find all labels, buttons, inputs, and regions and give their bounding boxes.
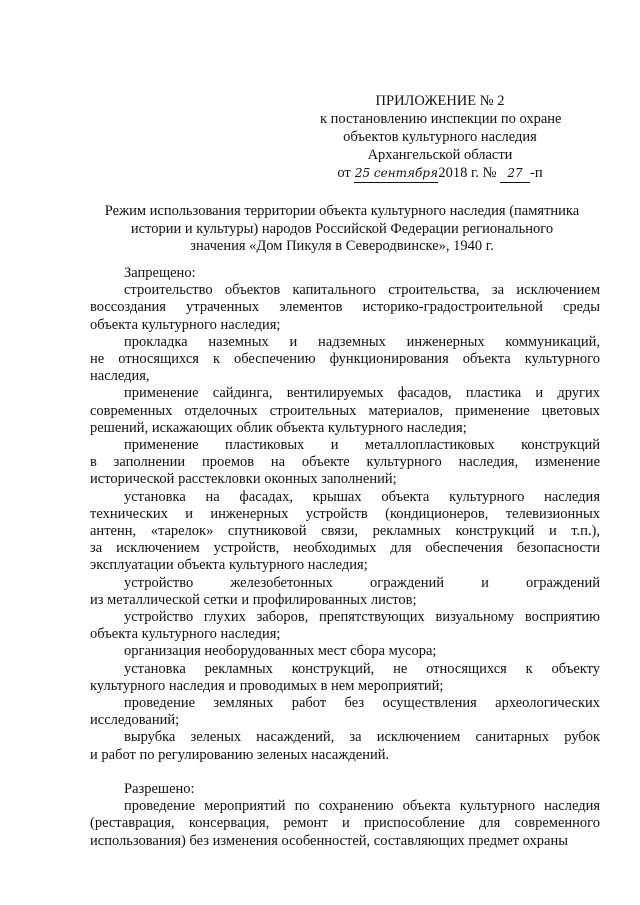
title-line: истории и культуры) народов Российской Федерации регионального [130, 220, 554, 237]
item-line: исторической расстекловки оконных заполнений; [90, 471, 397, 488]
item-line: воссоздания утраченных элементов историко-градостроительной среды [90, 299, 600, 316]
item-line: эксплуатации объекта культурного наследия; [90, 557, 368, 574]
item-line: культурного наследия и проводимых в нем мероприятий; [90, 677, 444, 694]
item-line: и работ по регулированию зеленых насаждений. [90, 746, 390, 763]
item-line: антенн, «тарелок» спутниковой связи, рекламных конструкций и т.п.), [90, 523, 600, 540]
document-title [84, 203, 600, 256]
document-body [90, 265, 600, 850]
forbidden-item [90, 695, 600, 729]
title-line: Режим использования территории объекта культурного наследия (памятника [104, 203, 580, 219]
forbidden-item [90, 385, 600, 437]
item-line: установка на фасадах, крышах объекта культурного наследия [124, 488, 600, 505]
item-line: в заполнении проемов на объекте культурного наследия, изменение [90, 454, 600, 471]
allowed-item [90, 798, 600, 850]
allowed-list [90, 798, 600, 850]
item-line: исследований; [90, 712, 180, 729]
handwritten-number: 27 [500, 164, 530, 183]
forbidden-item [90, 575, 600, 609]
item-line: проведение мероприятий по сохранению объекта культурного наследия [124, 798, 600, 815]
item-line: устройство железобетонных ограждений и ограждений [124, 574, 600, 591]
forbidden-list [90, 282, 600, 764]
date-prefix: от [337, 165, 351, 181]
appendix-date-line [320, 164, 560, 183]
handwritten-date: 25 сентября [354, 164, 438, 183]
item-line: применение пластиковых и металлопластиковых конструкций [124, 437, 600, 454]
forbidden-item [90, 489, 600, 575]
forbidden-item [90, 729, 600, 763]
number-suffix: -п [530, 165, 543, 181]
appendix-ref-line: к постановлению инспекции по охране [320, 111, 562, 127]
forbidden-item [90, 282, 600, 334]
forbidden-item [90, 643, 600, 660]
forbidden-item [90, 609, 600, 643]
item-line: вырубка зеленых насаждений, за исключением санитарных рубок [124, 729, 600, 746]
title-line: значения «Дом Пикуля в Северодвинске», 1940 г. [190, 238, 494, 254]
item-line: решений, искажающих облик объекта культурного наследия; [90, 419, 467, 436]
item-line: устройство глухих заборов, препятствующих визуальному восприятию [124, 609, 600, 626]
item-line: организация необорудованных мест сбора мусора; [124, 643, 437, 660]
appendix-number: ПРИЛОЖЕНИЕ № 2 [375, 93, 505, 109]
item-line: объекта культурного наследия; [90, 316, 281, 333]
forbidden-item [90, 437, 600, 489]
item-line: технических и инженерных устройств (кондиционеров, телевизионных [90, 505, 600, 522]
item-line: проведение земляных работ без осуществления археологических [124, 695, 600, 712]
item-line: прокладка наземных и надземных инженерных коммуникаций, [124, 333, 600, 350]
appendix-header [320, 92, 560, 183]
item-line: современных отделочных строительных материалов, применение цветовых [90, 402, 600, 419]
forbidden-item [90, 661, 600, 695]
forbidden-heading: Запрещено: [124, 265, 196, 281]
appendix-ref-line: Архангельской области [367, 147, 513, 163]
forbidden-item [90, 334, 600, 386]
item-line: строительство объектов капитального строительства, за исключением [124, 282, 600, 299]
appendix-ref-line: объектов культурного наследия [343, 129, 537, 145]
item-line: применение сайдинга, вентилируемых фасадов, пластика и других [124, 385, 600, 402]
item-line: (реставрация, консервация, ремонт и приспособление для современного [90, 815, 600, 832]
item-line: объекта культурного наследия; [90, 626, 281, 643]
date-year: 2018 г. № [438, 165, 497, 181]
item-line: установка рекламных конструкций, не относящихся к объекту [124, 660, 600, 677]
item-line: наследия, [90, 368, 150, 385]
item-line: за исключением устройств, необходимых для обеспечения безопасности [90, 540, 600, 557]
item-line: не относящихся к обеспечению функционирования объекта культурного [90, 351, 600, 368]
item-line: из металлической сетки и профилированных листов; [90, 591, 417, 608]
allowed-heading: Разрешено: [124, 780, 195, 797]
item-line: использования) без изменения особенностей, составляющих предмет охраны [90, 832, 568, 849]
